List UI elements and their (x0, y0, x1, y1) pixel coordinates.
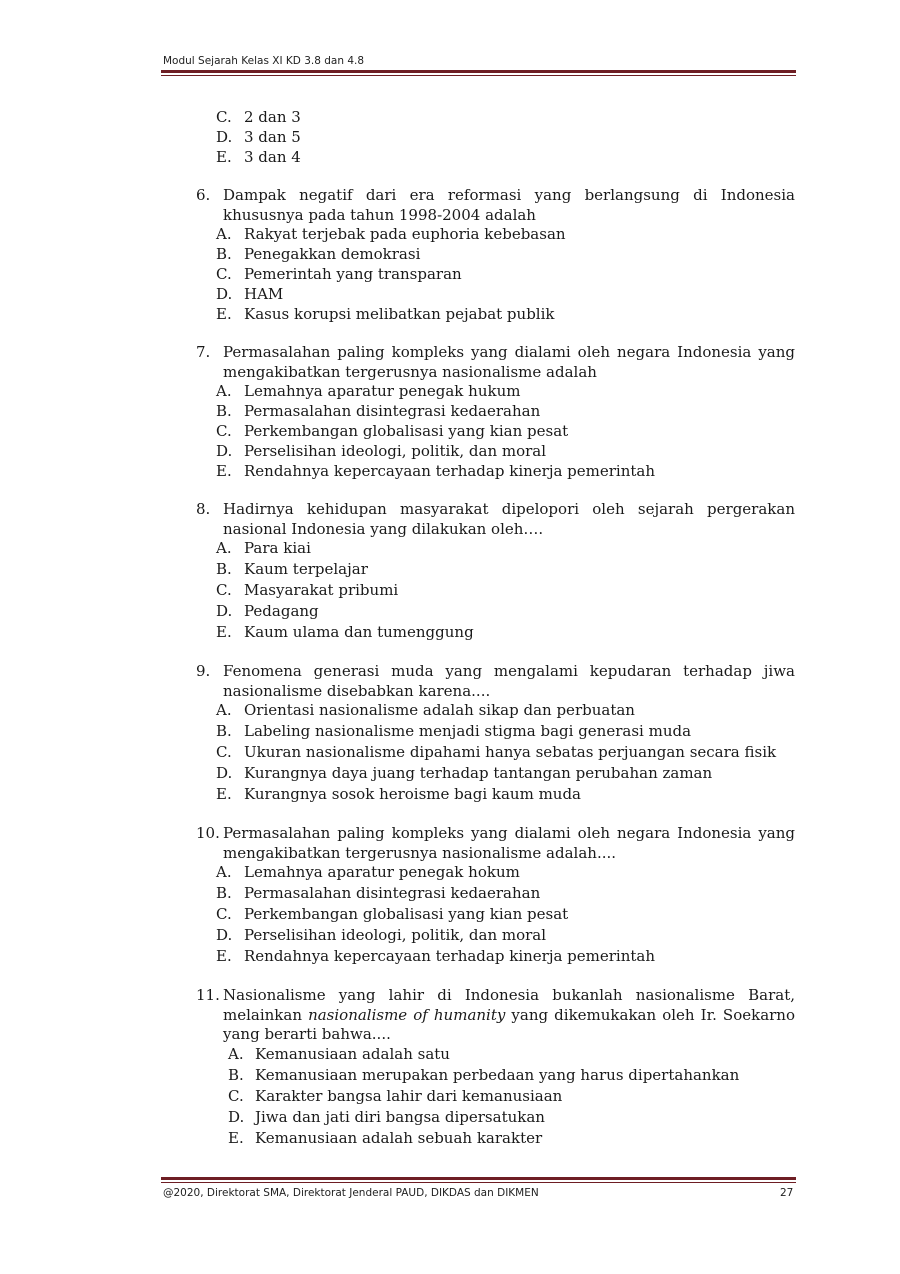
option-item (163, 701, 795, 722)
previous-question-options (163, 108, 795, 168)
option-item (163, 225, 795, 245)
option-letter: A. (228, 1044, 244, 1063)
option-text: Orientasi nasionalisme adalah sikap dan perbuatan (244, 701, 635, 719)
option-letter: D. (216, 442, 233, 460)
question-6 (163, 186, 795, 325)
option-text: Kemanusiaan adalah satu (255, 1044, 450, 1063)
question-body-end: yang dikemukakan oleh Ir. Soekarno yang berarti bahwa.... (223, 1005, 795, 1043)
option-letter: C. (216, 581, 232, 599)
option-letter: A. (216, 701, 232, 719)
option-letter: B. (216, 722, 232, 740)
question-text (163, 343, 795, 382)
option-item (163, 743, 795, 764)
option-text: Rendahnya kepercayaan terhadap kinerja pemerintah (244, 462, 656, 480)
option-item (163, 462, 795, 482)
option-letter: E. (216, 623, 232, 641)
question-8 (163, 500, 795, 644)
option-letter: A. (216, 539, 232, 557)
option-item (163, 265, 795, 285)
question-list (163, 108, 795, 1150)
option-letter: B. (216, 402, 232, 420)
option-letter: D. (216, 926, 233, 944)
option-letter: C. (228, 1086, 244, 1105)
question-text (163, 662, 795, 701)
option-item (163, 245, 795, 265)
page-number: 27 (780, 1187, 794, 1199)
header-rule (161, 70, 796, 76)
option-letter: B. (216, 884, 232, 902)
option-item (163, 623, 795, 644)
option-letter: E. (216, 305, 232, 323)
question-number: 10. (196, 824, 220, 842)
option-item (163, 128, 795, 148)
question-7 (163, 343, 795, 482)
option-item (163, 402, 795, 422)
option-letter: C. (216, 422, 232, 440)
option-text: Kaum ulama dan tumenggung (244, 623, 474, 641)
option-text: Labeling nasionalisme menjadi stigma bagi generasi muda (244, 722, 692, 740)
option-text: HAM (244, 285, 284, 303)
question-italic-term: nasionalisme of humanity (308, 1005, 506, 1024)
option-item (163, 863, 795, 884)
option-letter: E. (216, 947, 232, 965)
option-letter: B. (228, 1065, 244, 1084)
option-letter: A. (216, 863, 232, 881)
question-number: 9. (196, 662, 211, 680)
option-letter: B. (216, 560, 232, 578)
question-11 (163, 986, 795, 1150)
option-letter: B. (216, 245, 232, 263)
option-text: Masyarakat pribumi (244, 581, 399, 599)
question-body: Dampak negatif dari era reformasi yang berlangsung di Indonesia khususnya pada tahun 1998-2004 adalah (223, 186, 795, 224)
option-letter: A. (216, 382, 232, 400)
question-body: Hadirnya kehidupan masyarakat dipelopori oleh sejarah pergerakan nasional Indonesia yang dilakukan oleh…. (223, 500, 795, 538)
option-item (163, 1066, 795, 1087)
question-text (163, 186, 795, 225)
option-letter: A. (216, 225, 232, 243)
option-text: Perkembangan globalisasi yang kian pesat (244, 422, 569, 440)
option-item (163, 539, 795, 560)
option-letter: E. (228, 1128, 244, 1147)
option-text: 3 dan 5 (244, 128, 301, 146)
option-text: Kurangnya sosok heroisme bagi kaum muda (244, 785, 582, 803)
option-text: Permasalahan disintegrasi kedaerahan (244, 884, 541, 902)
question-text (163, 824, 795, 863)
question-number: 11. (196, 986, 220, 1004)
option-item (163, 926, 795, 947)
option-text: Perkembangan globalisasi yang kian pesat (244, 905, 569, 923)
option-text: 2 dan 3 (244, 108, 301, 126)
question-text (163, 986, 795, 1045)
option-text: Pemerintah yang transparan (244, 265, 462, 283)
question-body: Permasalahan paling kompleks yang dialami oleh negara Indonesia yang mengakibatkan tergerusnya nasionalisme adalah (223, 343, 795, 381)
option-item (163, 108, 795, 128)
option-text: Lemahnya aparatur penegak hukum (244, 382, 521, 400)
option-item (163, 560, 795, 581)
question-text (163, 500, 795, 539)
option-letter: C. (216, 743, 232, 761)
option-text: Kasus korupsi melibatkan pejabat publik (244, 305, 555, 323)
footer-copyright: @2020, Direktorat SMA, Direktorat Jenderal PAUD, DIKDAS dan DIKMEN (163, 1187, 539, 1199)
question-number: 7. (196, 343, 211, 361)
question-body: Permasalahan paling kompleks yang dialami oleh negara Indonesia yang mengakibatkan tergerusnya nasionalisme adalah.... (223, 824, 795, 862)
option-text: Rendahnya kepercayaan terhadap kinerja pemerintah (244, 947, 656, 965)
option-item (163, 442, 795, 462)
option-letter: C. (216, 265, 232, 283)
question-9 (163, 662, 795, 806)
option-text: Jiwa dan jati diri bangsa dipersatukan (255, 1107, 545, 1126)
footer-rule (161, 1177, 796, 1183)
option-item (163, 422, 795, 442)
option-text: Para kiai (244, 539, 311, 557)
option-item (163, 148, 795, 168)
option-item (163, 764, 795, 785)
option-item (163, 305, 795, 325)
option-text: Kurangnya daya juang terhadap tantangan perubahan zaman (244, 764, 713, 782)
question-body: Fenomena generasi muda yang mengalami kepudaran terhadap jiwa nasionalisme disebabkan karena.... (223, 662, 795, 700)
question-number: 6. (196, 186, 211, 204)
option-text: Kaum terpelajar (244, 560, 368, 578)
option-text: Kemanusiaan merupakan perbedaan yang harus dipertahankan (255, 1065, 740, 1084)
option-text: Perselisihan ideologi, politik, dan moral (244, 926, 547, 944)
option-letter: E. (216, 785, 232, 803)
option-item (163, 285, 795, 305)
question-number: 8. (196, 500, 211, 518)
option-item (163, 581, 795, 602)
question-body: Nasionalisme yang lahir di Indonesia bukanlah nasionalisme Barat, melainkan (223, 986, 795, 1024)
option-text: Karakter bangsa lahir dari kemanusiaan (255, 1086, 563, 1105)
option-item (163, 1129, 795, 1150)
option-letter: D. (216, 764, 233, 782)
option-text: Rakyat terjebak pada euphoria kebebasan (244, 225, 566, 243)
option-letter: E. (216, 462, 232, 480)
option-letter: D. (216, 602, 233, 620)
option-letter: D. (228, 1107, 245, 1126)
option-letter: C. (216, 905, 232, 923)
option-text: Lemahnya aparatur penegak hokum (244, 863, 520, 881)
option-letter: D. (216, 128, 233, 146)
option-letter: D. (216, 285, 233, 303)
option-letter: C. (216, 108, 232, 126)
option-text: Permasalahan disintegrasi kedaerahan (244, 402, 541, 420)
option-item (163, 947, 795, 968)
option-letter: E. (216, 148, 232, 166)
option-item (163, 785, 795, 806)
option-text: Perselisihan ideologi, politik, dan moral (244, 442, 547, 460)
question-10 (163, 824, 795, 968)
option-text: Penegakkan demokrasi (244, 245, 421, 263)
page-header-title: Modul Sejarah Kelas XI KD 3.8 dan 4.8 (163, 55, 365, 67)
option-text: 3 dan 4 (244, 148, 301, 166)
option-item (163, 602, 795, 623)
option-text: Kemanusiaan adalah sebuah karakter (255, 1128, 543, 1147)
option-item (163, 1087, 795, 1108)
option-item (163, 905, 795, 926)
option-item (163, 1045, 795, 1066)
option-item (163, 884, 795, 905)
option-item (163, 722, 795, 743)
option-item (163, 1108, 795, 1129)
option-text: Ukuran nasionalisme dipahami hanya sebatas perjuangan secara fisik (244, 743, 777, 761)
option-text: Pedagang (244, 602, 319, 620)
option-item (163, 382, 795, 402)
